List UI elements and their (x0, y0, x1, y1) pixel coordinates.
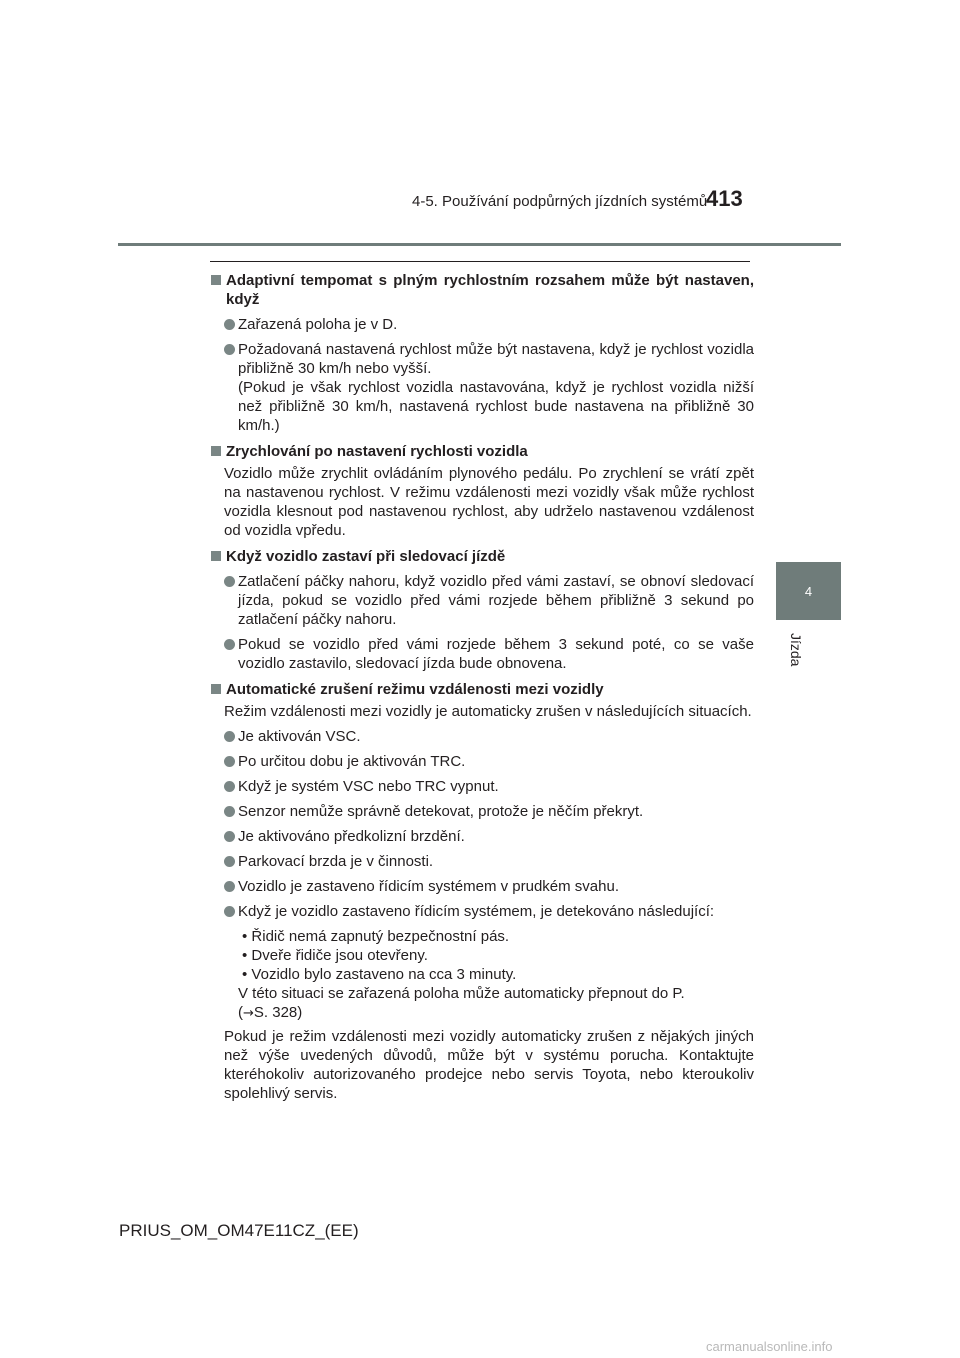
round-bullet-icon (224, 906, 235, 917)
round-bullet-icon (224, 781, 235, 792)
content-top-divider (210, 261, 750, 262)
round-bullet-icon (224, 856, 235, 867)
section-heading-acceleration: Zrychlování po nastavení rychlosti vozidla (210, 442, 754, 461)
header-divider (118, 243, 841, 246)
chapter-tab-number: 4 (804, 583, 813, 599)
watermark: carmanualsonline.info (706, 1339, 833, 1354)
sub-list (238, 927, 754, 984)
round-bullet-icon (224, 756, 235, 767)
round-bullet-icon (224, 881, 235, 892)
document-code: PRIUS_OM_OM47E11CZ_(EE) (119, 1221, 359, 1240)
sub-list-item: • Dveře řidiče jsou otevřeny. (242, 947, 428, 964)
square-bullet-icon (211, 684, 221, 694)
list-item: Je aktivován VSC. (224, 727, 754, 746)
list-item: Když je vozidlo zastaveno řídicím systémem, je detekováno následující: (224, 902, 754, 921)
list-item: Zatlačení páčky nahoru, když vozidlo před vámi zastaví, se obnoví sledovací jízda, pokud se vozidlo před vámi rozjede během přibližně 3 sekund po zatlačení páčky nahoru. (224, 572, 754, 629)
list-item: Zařazená poloha je v D. (224, 315, 754, 334)
round-bullet-icon (224, 806, 235, 817)
square-bullet-icon (211, 446, 221, 456)
chapter-tab (776, 562, 841, 620)
closing-paragraph: Pokud je režim vzdálenosti mezi vozidly automaticky zrušen z nějakých jiných než výše uvedených důvodů, může být v systému porucha. Kontaktujte kteréhokoliv autorizovaného prodejce nebo servis Toyota, nebo kteroukoliv spolehlivý servis. (224, 1028, 754, 1102)
section-heading-follow-stop: Když vozidlo zastaví při sledovací jízdě (210, 547, 754, 566)
section-paragraph: Vozidlo může zrychlit ovládáním plynového pedálu. Po zrychlení se vrátí zpět na nastavenou rychlost. V režimu vzdálenosti mezi vozidly však může rychlost vozidla klesnout pod nastavenou rychlost, aby udrželo nastavenou vzdálenost od vozidla vpředu. (224, 465, 754, 539)
page-reference[interactable]: S. 328 (253, 1004, 298, 1021)
square-bullet-icon (211, 551, 221, 561)
sub-list-item: • Vozidlo bylo zastaveno na cca 3 minuty. (242, 966, 517, 983)
round-bullet-icon (224, 319, 235, 330)
section-heading-auto-cancel: Automatické zrušení režimu vzdálenosti mezi vozidly (210, 680, 754, 699)
round-bullet-icon (224, 639, 235, 650)
header-section-title: 4-5. Používání podpůrných jízdních systémů (412, 193, 708, 210)
arrow-right-icon: → (243, 1006, 254, 1021)
list-item: Je aktivováno předkolizní brzdění. (224, 827, 754, 846)
round-bullet-icon (224, 731, 235, 742)
page-content (210, 264, 754, 1103)
list-item: Parkovací brzda je v činnosti. (224, 852, 754, 871)
section-paragraph: Režim vzdálenosti mezi vozidly je automaticky zrušen v následujících situacích. (224, 703, 752, 720)
round-bullet-icon (224, 344, 235, 355)
section-heading-activation: Adaptivní tempomat s plným rychlostním rozsahem může být nastaven, když (210, 271, 754, 309)
list-item: Senzor nemůže správně detekovat, protože je něčím překryt. (224, 802, 754, 821)
page-number: 413 (706, 186, 743, 211)
round-bullet-icon (224, 831, 235, 842)
sub-list-item: • Řidič nemá zapnutý bezpečnostní pás. (242, 928, 510, 945)
list-item: Požadovaná nastavená rychlost může být nastavena, když je rychlost vozidla přibližně 30 km/h nebo vyšší. (Pokud je však rychlost vozidla nastavována, když je rychlost vozidla nižší než přibližně 30 km/h, nastavená rychlost bude nastavena na přibližně 30 km/h.) (224, 340, 754, 435)
list-item: Vozidlo je zastaveno řídicím systémem v prudkém svahu. (224, 877, 754, 896)
list-item: Po určitou dobu je aktivován TRC. (224, 752, 754, 771)
list-item: Když je systém VSC nebo TRC vypnut. (224, 777, 754, 796)
sub-note: V této situaci se zařazená poloha může automaticky přepnout do P. (→S. 328) (238, 985, 685, 1021)
round-bullet-icon (224, 576, 235, 587)
square-bullet-icon (211, 275, 221, 285)
list-item: Pokud se vozidlo před vámi rozjede během 3 sekund poté, co se vaše vozidlo zastavilo, sledovací jízda bude obnovena. (224, 635, 754, 673)
chapter-tab-label: Jízda (788, 633, 804, 667)
